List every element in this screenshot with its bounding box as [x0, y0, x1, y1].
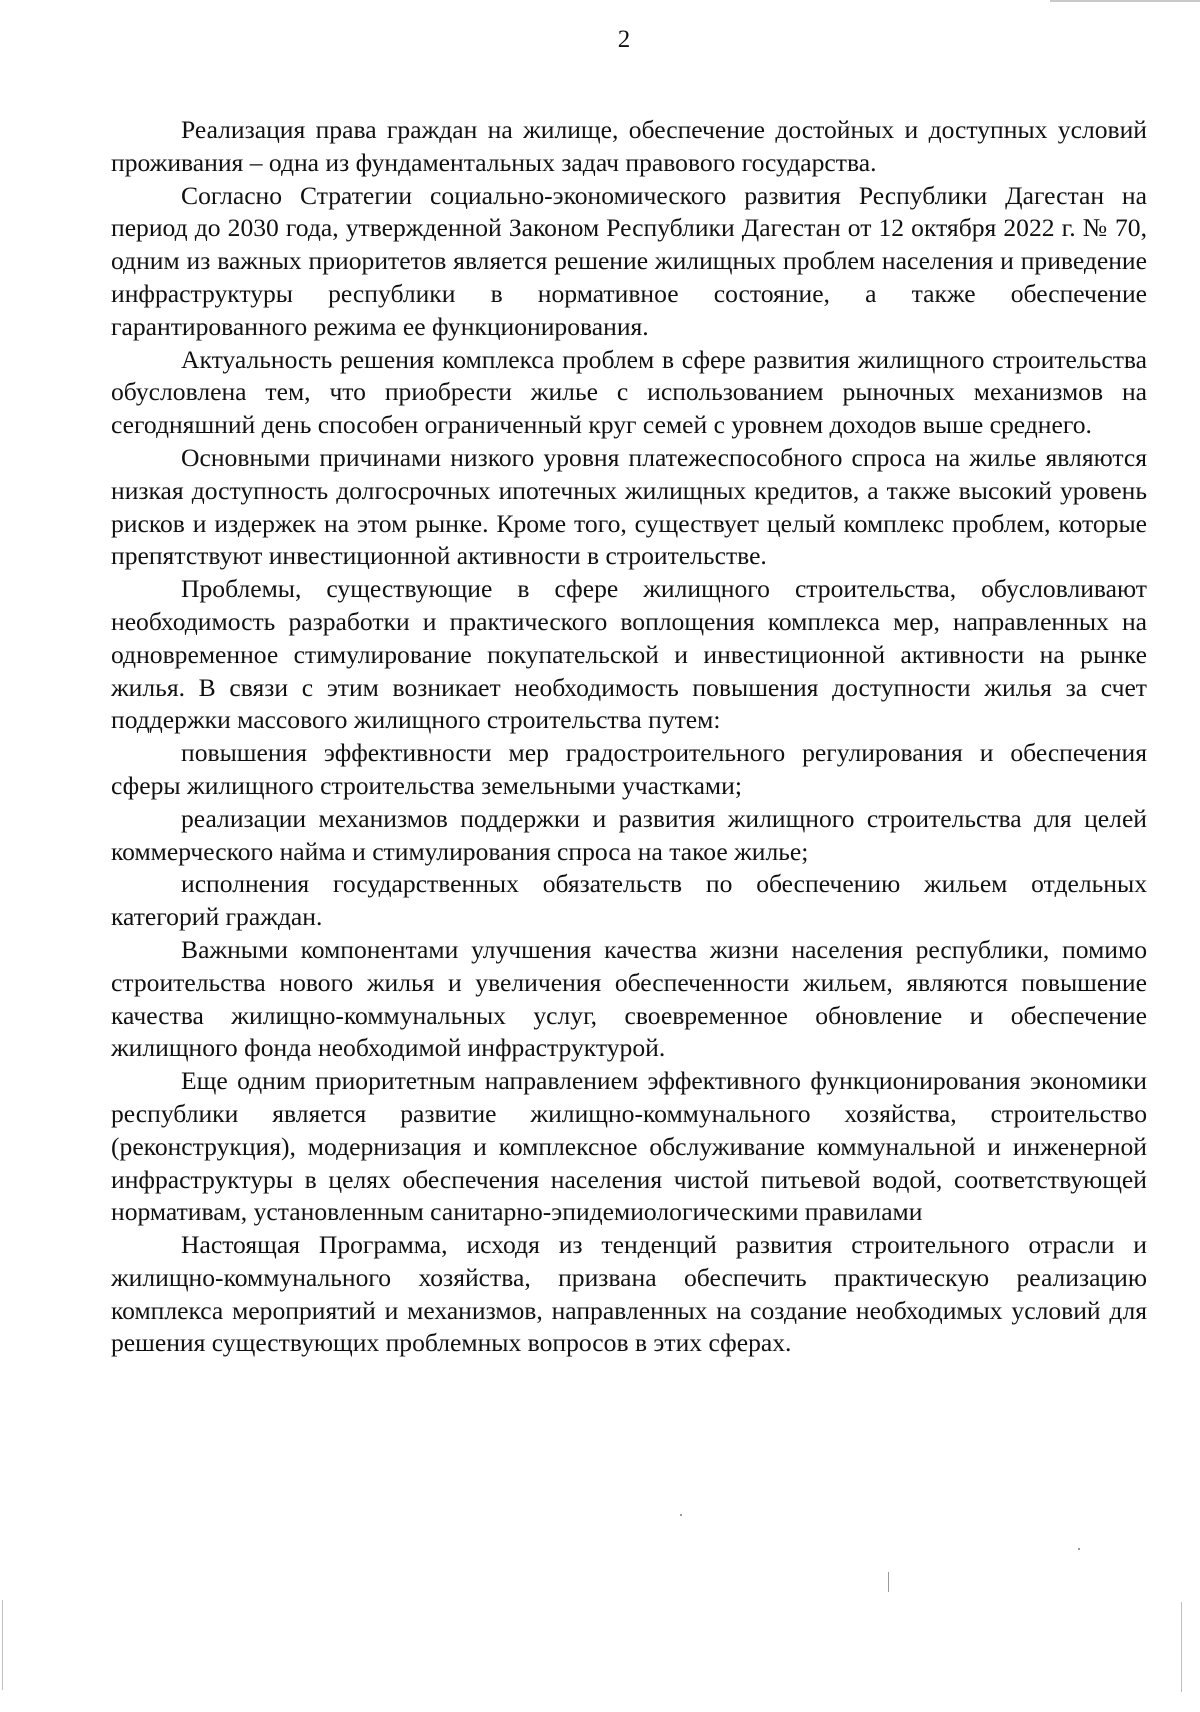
scan-speck: [680, 1514, 682, 1516]
scan-speck: [888, 1572, 889, 1592]
paragraph-quality-of-life: Важными компонентами улучшения качества жизни населения республики, помимо строительства нового жилья и увеличения обеспеченности жильем, являются повышение качества жилищно-коммунальных услуг, своевременное обновление и обеспечение жилищного фонда необходимой инфраструктурой.: [111, 934, 1147, 1063]
paragraph-demand-causes: Основными причинами низкого уровня платежеспособного спроса на жилье являются низкая доступность долгосрочных ипотечных жилищных кредитов, а также высокий уровень рисков и издержек на этом рынке. Кроме того, существует целый комплекс проблем, которые препятствуют инвестиционной активности в строительстве.: [111, 442, 1147, 571]
paragraph-item-obligations: исполнения государственных обязательств по обеспечению жильем отдельных категорий граждан.: [111, 869, 1147, 932]
document-body: [111, 114, 1147, 1360]
paragraph-utilities: Еще одним приоритетным направлением эффективного функционирования экономики республики является развитие жилищно-коммунального хозяйства, строительство (реконструкция), модернизация и комплексное обслуживание коммунальной и инженерной инфраструктуры в целях обеспечения населения чистой питьевой водой, соответствующей нормативам, установленным санитарно-эпидемиологическими правилами: [111, 1066, 1147, 1227]
scan-speck: [2, 1600, 3, 1690]
paragraph-item-commercial-rent: реализации механизмов поддержки и развития жилищного строительства для целей коммерческого найма и стимулирования спроса на такое жилье;: [111, 803, 1147, 866]
paragraph-relevance: Актуальность решения комплекса проблем в сфере развития жилищного строительства обусловлена тем, что приобрести жилье с использованием рыночных механизмов на сегодняшний день способен ограниченный круг семей с уровнем доходов выше среднего.: [111, 344, 1147, 440]
scan-edge-line: [1050, 0, 1200, 2]
paragraph-item-regulation: повышения эффективности мер градостроительного регулирования и обеспечения сферы жилищного строительства земельными участками;: [111, 738, 1147, 800]
scan-speck: [1181, 1602, 1182, 1692]
paragraph-housing-rights: Реализация права граждан на жилище, обеспечение достойных и доступных условий проживания – одна из фундаментальных задач правового государства.: [111, 115, 1147, 177]
paragraph-program-purpose: Настоящая Программа, исходя из тенденций развития строительного отрасли и жилищно-коммунального хозяйства, призвана обеспечить практическую реализацию комплекса мероприятий и механизмов, направленных на создание необходимых условий для решения существующих проблемных вопросов в этих сферах.: [111, 1230, 1147, 1358]
paragraph-strategy: Согласно Стратегии социально-экономического развития Республики Дагестан на период до 2030 года, утвержденной Законом Республики Дагестан от 12 октября 2022 г. № 70, одним из важных приоритетов является решение жилищных проблем населения и приведение инфраструктуры республики в нормативное состояние, а также обеспечение гарантированного режима ее функционирования.: [111, 180, 1147, 341]
page-number: 2: [617, 26, 631, 53]
scan-speck: [1078, 1548, 1080, 1550]
paragraph-problems: Проблемы, существующие в сфере жилищного строительства, обусловливают необходимость разработки и практического воплощения комплекса мер, направленных на одновременное стимулирование покупательской и инвестиционной активности на рынке жилья. В связи с этим возникает необходимость повышения доступности жилья за счет поддержки массового жилищного строительства путем:: [111, 574, 1147, 735]
